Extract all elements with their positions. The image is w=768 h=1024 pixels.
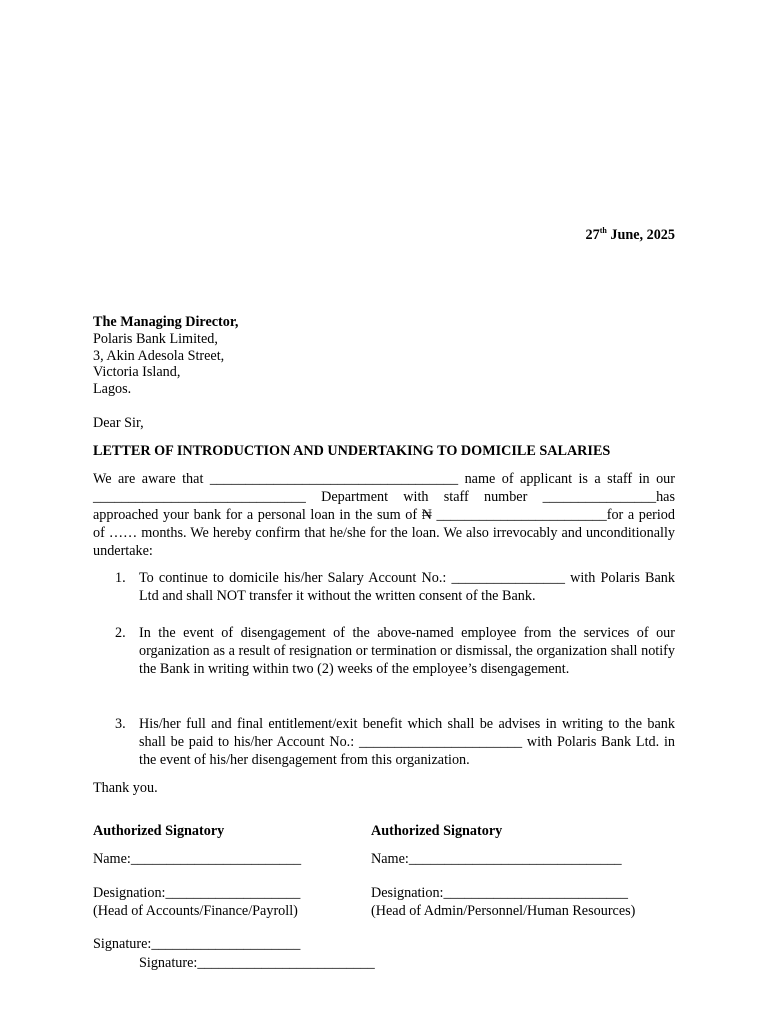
- undertaking-number: 1.: [115, 570, 126, 586]
- left-name-field: Name:________________________: [93, 851, 302, 867]
- left-designation-role: (Head of Accounts/Finance/Payroll): [93, 903, 298, 919]
- right-designation-field: Designation:__________________________: [371, 885, 628, 901]
- right-designation-role: (Head of Admin/Personnel/Human Resources): [371, 903, 636, 919]
- undertaking-item: [93, 569, 675, 605]
- addressee-line: Lagos.: [93, 381, 132, 398]
- date-day: 27: [585, 227, 600, 243]
- undertaking-number: 3.: [115, 716, 126, 732]
- right-name-field: Name:______________________________: [371, 851, 622, 867]
- undertaking-item: [93, 715, 675, 769]
- date-ordinal: th: [599, 226, 607, 235]
- signatory-title: Authorized Signatory: [93, 823, 225, 839]
- addressee-line: Polaris Bank Limited,: [93, 330, 218, 347]
- undertaking-text: To continue to domicile his/her Salary Account No.: ________________ with Polaris Bank Ltd and shall NOT transfer it without the written consent of the Bank.: [139, 570, 675, 604]
- right-signatory-block: [371, 822, 502, 840]
- letter-subject: LETTER OF INTRODUCTION AND UNDERTAKING TO DOMICILE SALARIES: [93, 443, 611, 459]
- left-signature-field: Signature:_____________________: [93, 936, 301, 952]
- undertaking-text: In the event of disengagement of the above-named employee from the services of our organization as a result of resignation or termination or dismissal, the organization shall notify the Bank in writing within two (2) weeks of the employee’s disengagement.: [139, 625, 675, 677]
- undertaking-item: [93, 624, 675, 678]
- addressee-title: The Managing Director,: [93, 314, 239, 330]
- date-month-year: June, 2025: [606, 227, 675, 243]
- undertaking-number: 2.: [115, 625, 126, 641]
- intro-paragraph: We are aware that ___________________________________ name of applicant is a staff in our ______________________________ Department with staff number ________________has approached your bank for a personal loan in the sum of ₦ ________________________for a period of …… months. We hereby confirm that he/she for the loan. We also irrevocably and unconditionally undertake:: [93, 471, 675, 559]
- addressee-block: [93, 314, 238, 398]
- left-designation-field: Designation:___________________: [93, 885, 301, 901]
- left-signatory-block: [93, 822, 224, 840]
- undertaking-text: His/her full and final entitlement/exit benefit which shall be advises in writing to the bank shall be paid to his/her Account No.: _______________________ with Polaris Bank Ltd. in the event of his/her disengagement from this organization.: [139, 716, 675, 768]
- letter-date: [93, 226, 675, 244]
- closing: Thank you.: [93, 780, 158, 796]
- salutation: Dear Sir,: [93, 415, 144, 431]
- signatory-title: Authorized Signatory: [371, 823, 503, 839]
- addressee-line: Victoria Island,: [93, 364, 181, 381]
- right-signature-field: Signature:_________________________: [139, 955, 375, 971]
- addressee-line: 3, Akin Adesola Street,: [93, 347, 225, 364]
